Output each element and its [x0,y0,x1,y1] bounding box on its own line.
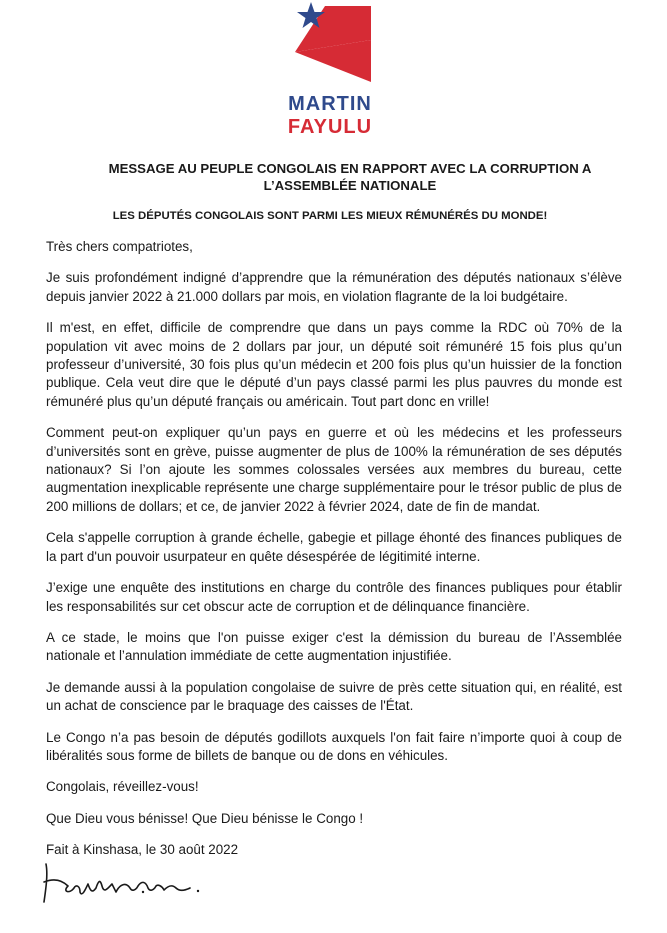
paragraph-7: Je demande aussi à la population congolaise de suivre de près cette situation qui, en réalité, est un achat de conscience par le braquage des caisses de l'État. [46,679,622,714]
document-title-line-1: MESSAGE AU PEUPLE CONGOLAIS EN RAPPORT AVEC LA CORRUPTION A [108,161,592,176]
paragraph-6: A ce stade, le moins que l'on puisse exiger c'est la démission du bureau de l’Assemblée nationale et l’annulation immédiate de cette augmentation injustifiée. [46,629,622,664]
document-title-line-2: L’ASSEMBLÉE NATIONALE [263,178,437,193]
document-subtitle: LES DÉPUTÉS CONGOLAIS SONT PARMI LES MIEUX RÉMUNÉRÉS DU MONDE! [112,210,548,222]
place-and-date: Fait à Kinshasa, le 30 août 2022 [46,842,239,858]
paragraph-4: Cela s'appelle corruption à grande échelle, gabegie et pillage éhonté des finances publiques de la part d'un pouvoir usurpateur en quête désespérée de légitimité interne. [46,530,622,564]
letter-body [46,238,622,873]
call-to-action: Congolais, réveillez-vous! [46,779,199,795]
handwritten-signature-icon [40,858,210,908]
party-logo [275,0,385,140]
star-flag-logo-icon [285,0,375,95]
paragraph-3: Comment peut-on expliquer qu’un pays en guerre et où les médecins et les professeurs d’universités sont en grève, puisse augmenter de plus de 100% la rémunération de ses députés nationaux? Si l’on ajoute les sommes colossales versées aux membres du bureau, cette augmentation inexplicable représente une charge supplémentaire pour le trésor public de plus de 200 millions de dollars; et ce, de janvier 2022 à février 2024, date de fin de mandat. [46,425,622,514]
document-title [90,160,610,194]
paragraph-5: J’exige une enquête des institutions en charge du contrôle des finances publiques pour établir les responsabilités sur cet obscur acte de corruption et de délinquance financière. [46,580,622,614]
logo-text-fayulu: FAYULU [287,116,373,138]
logo-text-martin: MARTIN [288,93,372,115]
greeting: Très chers compatriotes, [46,239,193,254]
paragraph-1: Je suis profondément indigné d’apprendre que la rémunération des députés nationaux s’élève depuis janvier 2022 à 21.000 dollars par mois, en violation flagrante de la loi budgétaire. [46,270,622,304]
paragraph-8: Le Congo n’a pas besoin de députés godillots auxquels l'on fait faire n’importe quoi à coup de libéralités sous forme de billets de banque ou de dons en véhicules. [46,729,622,763]
blessing: Que Dieu vous bénisse! Que Dieu bénisse le Congo ! [46,810,364,826]
paragraph-2: Il m'est, en effet, difficile de comprendre que dans un pays comme la RDC où 70% de la population vit avec moins de 2 dollars par jour, un député soit rémunéré 15 fois plus qu’un professeur d’université, 30 fois plus qu’un médecin et 200 fois plus qu’un huissier de la fonction publique. Cela veut dire que le député d’un pays classé parmi les plus pauvres du monde est rémunéré plus qu’un député français ou américain. Tout part donc en vrille! [46,320,622,409]
